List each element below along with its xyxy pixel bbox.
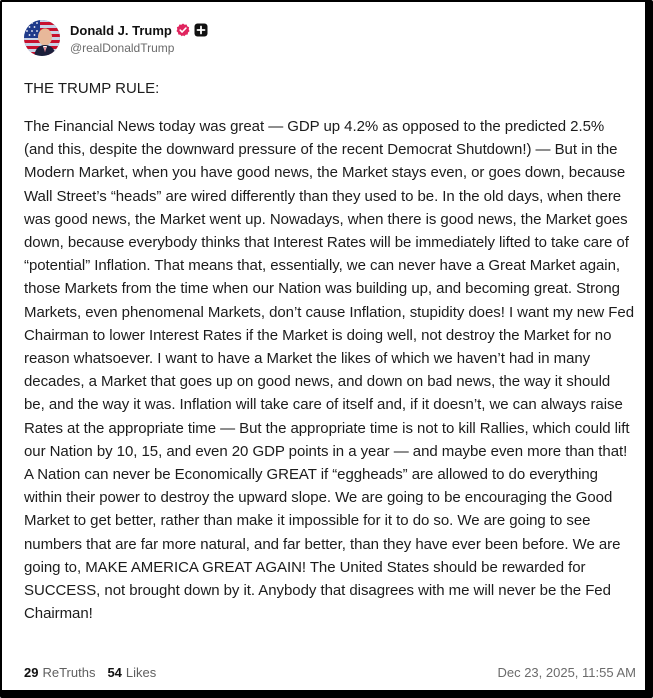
retruths-label: ReTruths bbox=[42, 664, 96, 680]
verified-badge-icon bbox=[176, 23, 190, 37]
post-timestamp[interactable]: Dec 23, 2025, 11:55 AM bbox=[497, 664, 636, 680]
plus-square-icon bbox=[194, 23, 208, 37]
author-name-row bbox=[70, 21, 208, 39]
likes-count: 54 bbox=[107, 664, 122, 680]
avatar-image bbox=[24, 20, 60, 56]
post-body: The Financial News today was great — GDP up 4.2% as opposed to the predicted 2.5% (and this, despite the downward pressure of the recent Democrat Shutdown!) — But in the Modern Market, when you have good news, the Market stays even, or goes down, because Wall Street’s “heads” are wired differently than they used to be. In the old days, when there was good news, the Market went up. Nowadays, when there is good news, the Market goes down, because everybody thinks that Interest Rates will be immediately lifted to take care of “potential” Inflation. That means that, essentially, we can never have a Great Market again, those Markets from the time when our Nation was building up, and becoming great. Strong Markets, even phenomenal Markets, don’t cause Inflation, stupidity does! I want my new Fed Chairman to lower Interest Rates if the Market is doing well, not destroy the Market for no reason whatsoever. I want to have a Market the likes of which we haven’t had in many decades, a Market that goes up on good news, and down on bad news, the way it should be, and the way it was. Inflation will take care of itself and, if it doesn’t, we can always raise Rates at the appropriate time — But the appropriate time is not to kill Rallies, which could lift our Nation by 10, 15, and even 20 GDP points in a year — and maybe even more than that! A Nation can never be Economically GREAT if “eggheads” are allowed to do everything within their power to destroy the upward slope. We are going to be encouraging the Good Market to get better, rather than make it impossible for it to do so. We are going to see numbers that are far more natural, and far better, than they have ever been before. We are going to, MAKE AMERICA GREAT AGAIN! The United States should be rewarded for SUCCESS, not brought down by it. Anybody that disagrees with me will never be the Fed Chairman! bbox=[24, 118, 634, 623]
author-handle[interactable]: @realDonaldTrump bbox=[70, 41, 175, 55]
post-footer bbox=[24, 662, 636, 682]
author-display-name[interactable]: Donald J. Trump bbox=[70, 22, 172, 38]
retruths-stat[interactable] bbox=[24, 665, 95, 680]
post-header bbox=[24, 18, 208, 58]
author-identity bbox=[70, 21, 208, 55]
retruths-count: 29 bbox=[24, 664, 39, 680]
post-title: THE TRUMP RULE: bbox=[24, 80, 160, 97]
avatar[interactable] bbox=[24, 20, 60, 56]
likes-stat[interactable] bbox=[107, 665, 156, 680]
likes-label: Likes bbox=[125, 664, 157, 680]
